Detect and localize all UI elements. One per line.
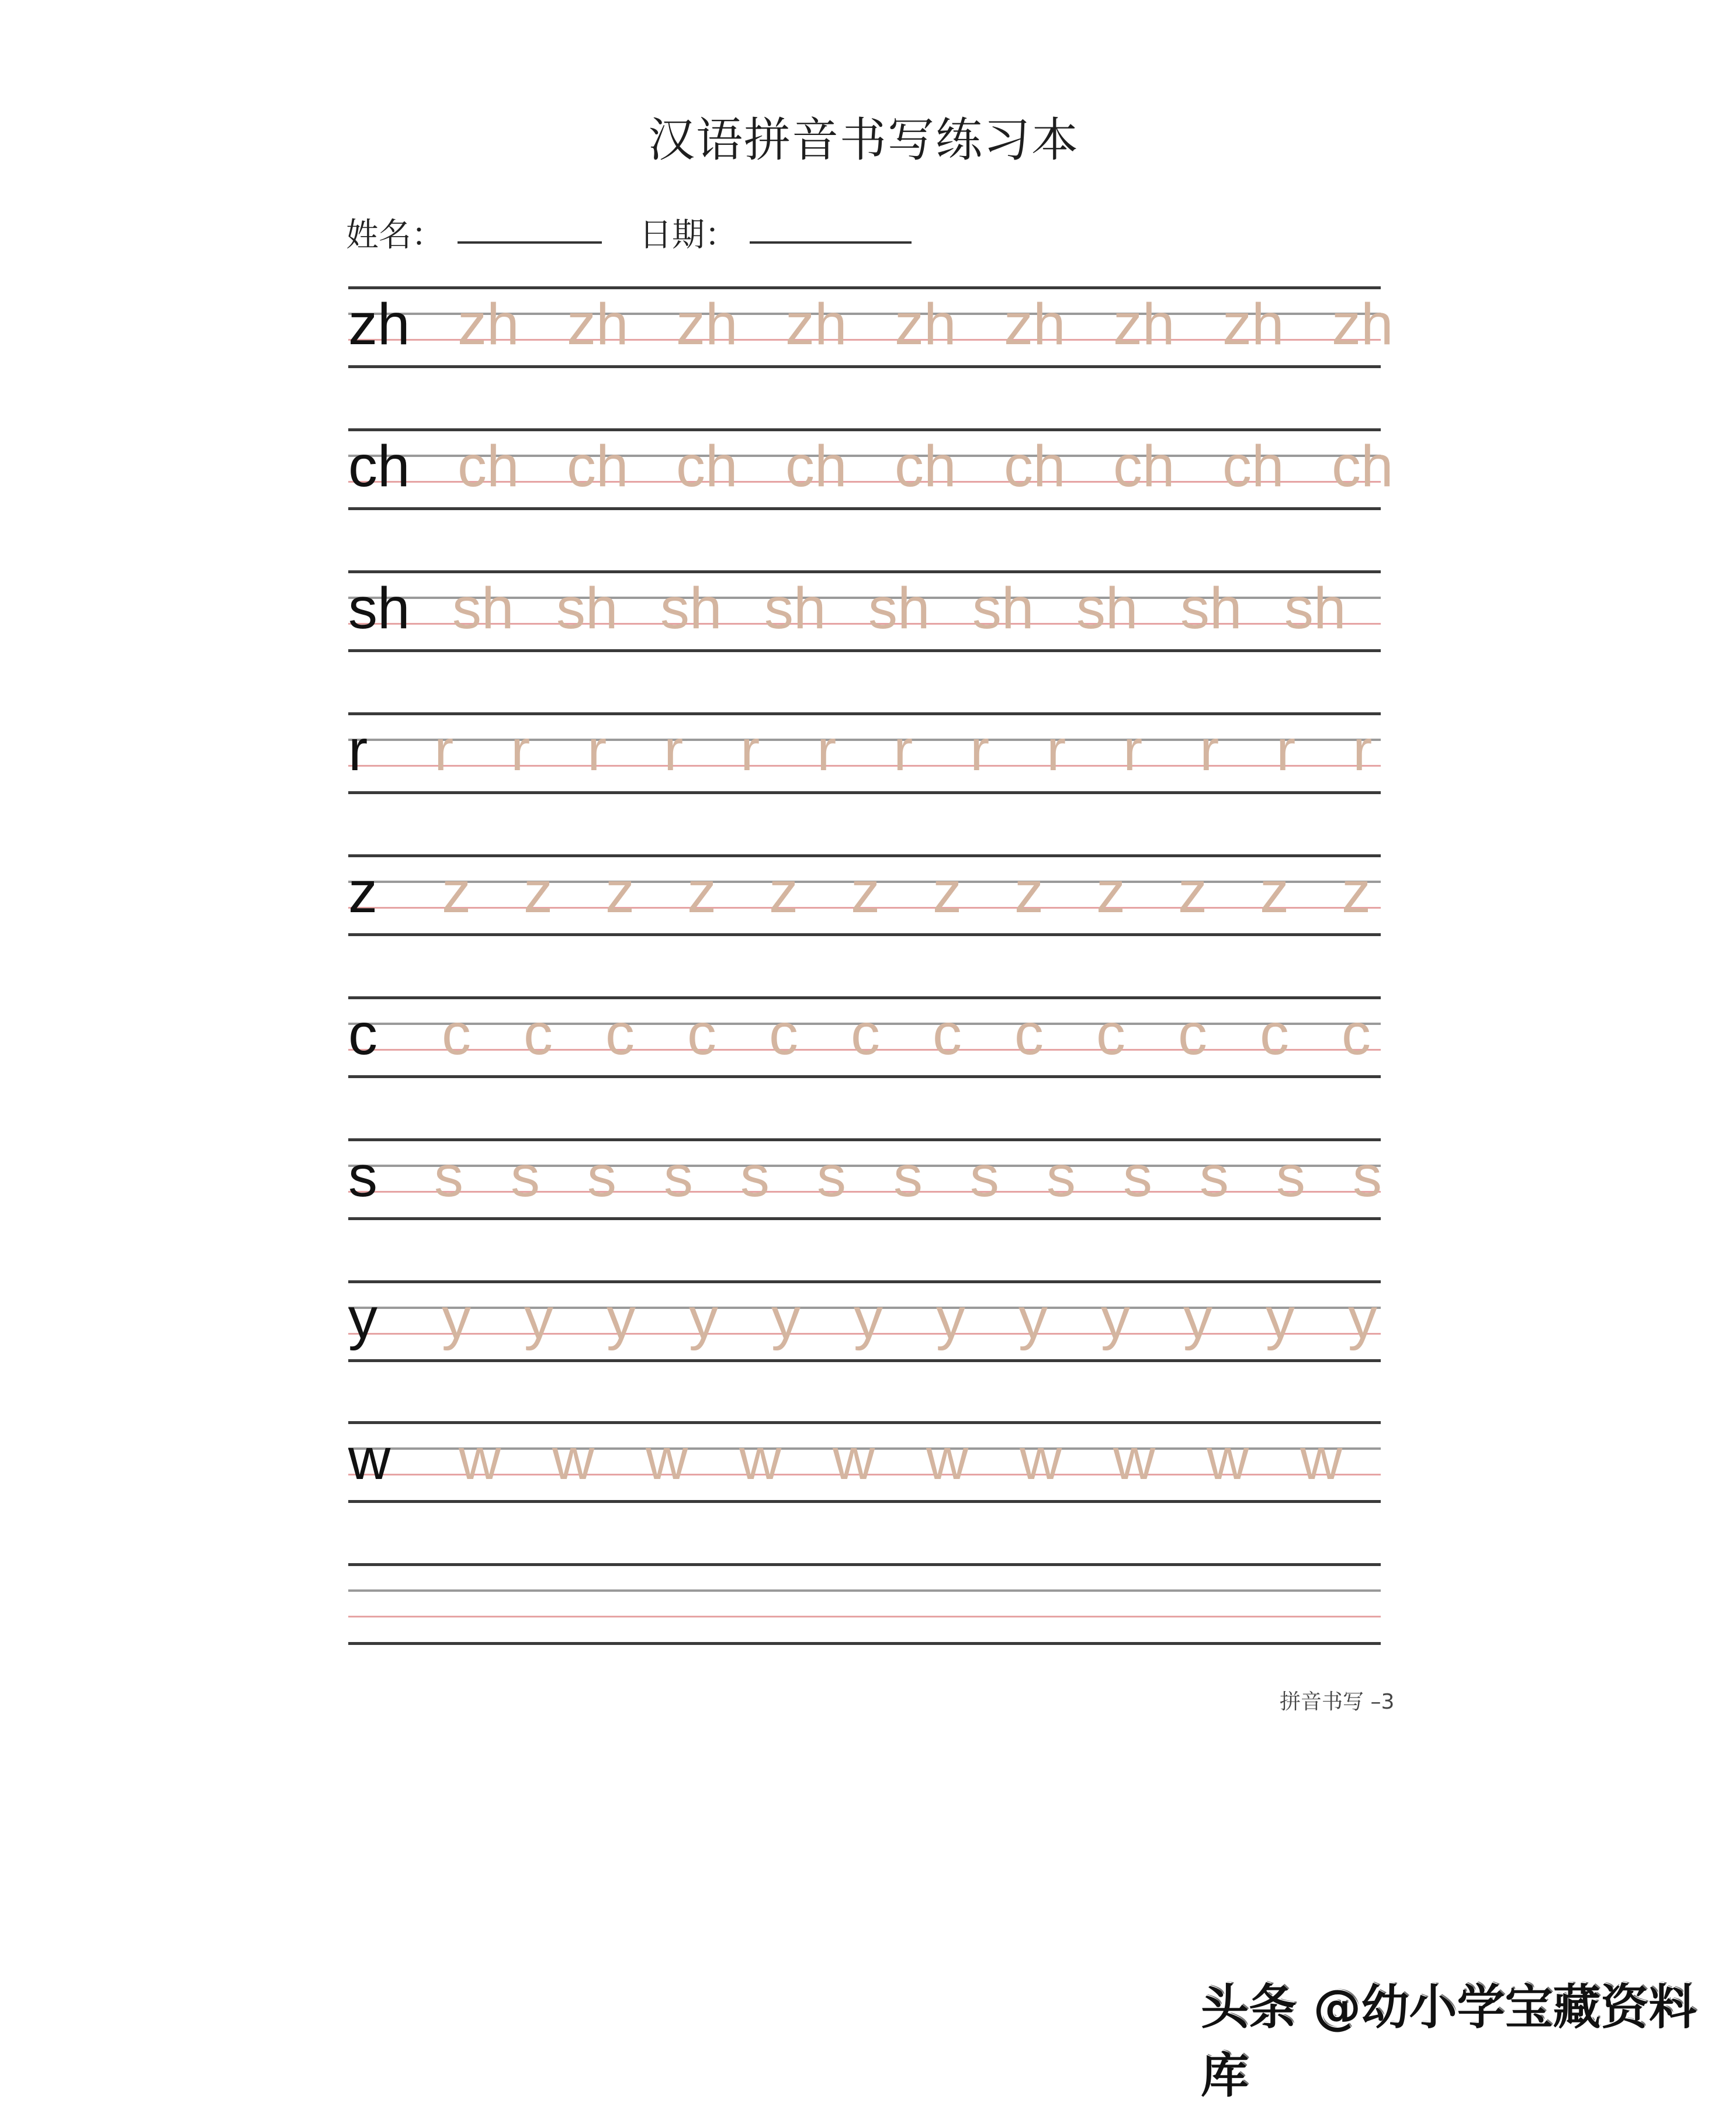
trace-letter: c <box>605 1002 635 1067</box>
trace-letter: z <box>442 860 471 925</box>
trace-letter: r <box>434 718 454 783</box>
trace-letter: c <box>442 1002 471 1067</box>
trace-letter: y <box>1101 1286 1130 1351</box>
trace-letter: c <box>851 1002 880 1067</box>
baseline-red <box>348 1616 1381 1617</box>
trace-letter: w <box>739 1426 782 1492</box>
trace-letter: z <box>851 860 880 925</box>
trace-letter: y <box>936 1286 965 1351</box>
trace-letter: z <box>1014 860 1044 925</box>
trace-letter: s <box>740 1144 770 1209</box>
trace-letter: c <box>1342 1002 1371 1067</box>
trace-letter: r <box>664 718 684 783</box>
trace-letter: s <box>1200 1144 1229 1209</box>
ruled-line <box>348 286 1381 289</box>
trace-letter: w <box>1020 1426 1062 1492</box>
trace-letter: z <box>933 860 962 925</box>
ruled-line <box>348 854 1381 857</box>
ruled-line <box>348 507 1381 510</box>
trace-letter: c <box>524 1002 553 1067</box>
trace-letter: z <box>1178 860 1207 925</box>
trace-letter: z <box>1260 860 1289 925</box>
trace-letter: s <box>893 1144 923 1209</box>
trace-letter: y <box>771 1286 801 1351</box>
trace-letter: y <box>1018 1286 1048 1351</box>
trace-letter: c <box>1096 1002 1125 1067</box>
baseline-red <box>348 765 1381 767</box>
trace-letter: sh <box>868 576 930 641</box>
trace-letter: ch <box>895 434 957 499</box>
model-letter: s <box>348 1144 377 1209</box>
midline <box>348 1589 1381 1592</box>
trace-letter: s <box>1047 1144 1076 1209</box>
trace-letter: ch <box>676 434 738 499</box>
ruled-line <box>348 1421 1381 1424</box>
practice-row-r <box>348 712 1381 794</box>
trace-letter: zh <box>567 292 629 357</box>
trace-letter: c <box>933 1002 962 1067</box>
trace-letter: r <box>587 718 607 783</box>
model-letter: c <box>348 1002 377 1067</box>
trace-letter: y <box>607 1286 636 1351</box>
ruled-line <box>348 1500 1381 1503</box>
trace-letter: s <box>970 1144 999 1209</box>
ruled-line <box>348 1642 1381 1645</box>
trace-letter: zh <box>785 292 847 357</box>
trace-letter: s <box>587 1144 616 1209</box>
trace-letter: w <box>926 1426 969 1492</box>
trace-letter: sh <box>972 576 1034 641</box>
trace-letter: s <box>664 1144 693 1209</box>
trace-letter: z <box>687 860 716 925</box>
trace-letter: s <box>511 1144 540 1209</box>
practice-row-c <box>348 996 1381 1078</box>
ruled-line <box>348 1217 1381 1220</box>
trace-letter: r <box>740 718 760 783</box>
trace-letter: c <box>769 1002 798 1067</box>
trace-letter: w <box>1113 1426 1156 1492</box>
trace-letter: ch <box>567 434 629 499</box>
trace-letter: z <box>1096 860 1125 925</box>
trace-letter: y <box>1348 1286 1377 1351</box>
ruled-line <box>348 791 1381 794</box>
trace-letter: ch <box>1332 434 1394 499</box>
page-title: 汉语拼音书写练习本 <box>648 113 1079 167</box>
practice-row-s <box>348 1138 1381 1220</box>
trace-letter: z <box>605 860 635 925</box>
ruled-line <box>348 933 1381 936</box>
watermark: 头条 @幼小学宝藏资料库 <box>1201 1980 1697 2104</box>
practice-row-blank <box>348 1563 1381 1645</box>
ruled-line <box>348 1563 1381 1566</box>
ruled-line <box>348 1280 1381 1283</box>
trace-letter: w <box>833 1426 875 1492</box>
trace-letter: sh <box>1076 576 1138 641</box>
trace-letter: ch <box>1004 434 1066 499</box>
ruled-line <box>348 712 1381 715</box>
trace-letter: s <box>1123 1144 1152 1209</box>
ruled-line <box>348 428 1381 431</box>
ruled-line <box>348 649 1381 652</box>
page-number: 拼音书写 –3 <box>1280 1690 1395 1714</box>
trace-letter: y <box>1183 1286 1212 1351</box>
trace-letter: sh <box>660 576 722 641</box>
trace-letter: s <box>434 1144 463 1209</box>
trace-letter: r <box>1047 718 1066 783</box>
date-label: 日期： <box>639 216 737 254</box>
trace-letter: sh <box>1180 576 1242 641</box>
trace-letter: ch <box>458 434 519 499</box>
trace-letter: c <box>1014 1002 1044 1067</box>
trace-letter: r <box>1353 718 1373 783</box>
model-letter: z <box>348 860 377 925</box>
model-letter: zh <box>348 292 410 357</box>
trace-letter: r <box>970 718 990 783</box>
trace-letter: zh <box>895 292 957 357</box>
trace-letter: z <box>524 860 553 925</box>
ruled-line <box>348 996 1381 999</box>
trace-letter: y <box>854 1286 883 1351</box>
model-letter: sh <box>348 576 410 641</box>
ruled-line <box>348 1075 1381 1078</box>
trace-letter: y <box>689 1286 718 1351</box>
trace-letter: w <box>1207 1426 1249 1492</box>
trace-letter: w <box>1300 1426 1343 1492</box>
trace-letter: w <box>459 1426 501 1492</box>
trace-letter: s <box>1353 1144 1382 1209</box>
trace-letter: r <box>511 718 531 783</box>
trace-letter: sh <box>764 576 826 641</box>
trace-letter: c <box>687 1002 716 1067</box>
trace-letter: y <box>1266 1286 1295 1351</box>
trace-letter: ch <box>1222 434 1284 499</box>
trace-letter: r <box>893 718 913 783</box>
trace-letter: zh <box>1004 292 1066 357</box>
model-letter: ch <box>348 434 410 499</box>
trace-letter: w <box>646 1426 688 1492</box>
practice-row-zh <box>348 286 1394 368</box>
trace-letter: zh <box>458 292 519 357</box>
name-label: 姓名： <box>346 216 444 254</box>
trace-letter: ch <box>785 434 847 499</box>
practice-row-z <box>348 854 1381 936</box>
trace-letter: zh <box>1222 292 1284 357</box>
trace-letter: ch <box>1113 434 1175 499</box>
trace-letter: sh <box>452 576 514 641</box>
trace-letter: zh <box>1113 292 1175 357</box>
trace-letter: r <box>817 718 837 783</box>
trace-letter: c <box>1260 1002 1289 1067</box>
trace-letter: s <box>1276 1144 1305 1209</box>
trace-letter: zh <box>1332 292 1394 357</box>
trace-letter: z <box>1342 860 1371 925</box>
trace-letter: z <box>769 860 798 925</box>
midline <box>348 739 1381 741</box>
trace-letter: y <box>524 1286 553 1351</box>
practice-row-w <box>348 1421 1381 1503</box>
model-letter: y <box>348 1286 377 1351</box>
model-letter: r <box>348 718 368 783</box>
trace-letter: sh <box>1284 576 1346 641</box>
practice-row-y <box>348 1280 1381 1362</box>
trace-letter: r <box>1276 718 1296 783</box>
ruled-line <box>348 1138 1381 1141</box>
practice-row-ch <box>348 428 1394 510</box>
ruled-line <box>348 1359 1381 1362</box>
trace-letter: y <box>442 1286 471 1351</box>
trace-letter: zh <box>676 292 738 357</box>
practice-row-sh <box>348 570 1381 652</box>
date-blank[interactable] <box>750 241 912 244</box>
ruled-line <box>348 365 1381 368</box>
trace-letter: s <box>817 1144 846 1209</box>
trace-letter: c <box>1178 1002 1207 1067</box>
name-blank[interactable] <box>458 241 602 244</box>
ruled-line <box>348 570 1381 573</box>
model-letter: w <box>348 1426 391 1492</box>
trace-letter: sh <box>556 576 618 641</box>
trace-letter: r <box>1123 718 1143 783</box>
trace-letter: w <box>552 1426 595 1492</box>
trace-letter: r <box>1200 718 1219 783</box>
